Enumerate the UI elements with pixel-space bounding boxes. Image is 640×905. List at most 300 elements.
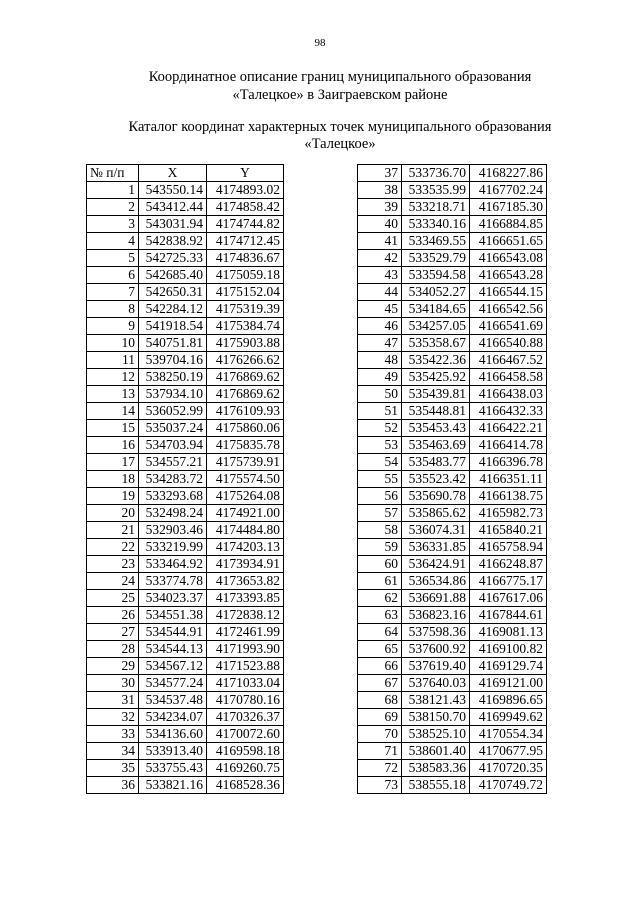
table-row (87, 199, 284, 216)
table-row (358, 471, 547, 488)
point-number: 52 (358, 420, 402, 437)
table-row (358, 233, 547, 250)
x-coordinate: 536424.91 (402, 556, 470, 573)
x-coordinate: 534544.91 (139, 624, 207, 641)
point-number: 31 (87, 692, 139, 709)
point-number: 39 (358, 199, 402, 216)
x-coordinate: 535448.81 (402, 403, 470, 420)
point-number: 37 (358, 165, 402, 182)
table-row (358, 182, 547, 199)
point-number: 35 (87, 760, 139, 777)
table-row (358, 743, 547, 760)
table-header-row (87, 165, 284, 182)
table-row (358, 777, 547, 794)
x-coordinate: 536052.99 (139, 403, 207, 420)
page-number: 98 (314, 37, 326, 49)
y-coordinate: 4175059.18 (207, 267, 284, 284)
x-coordinate: 535453.43 (402, 420, 470, 437)
table-row (87, 471, 284, 488)
y-coordinate: 4165840.21 (470, 522, 547, 539)
table-row (358, 369, 547, 386)
x-coordinate: 533774.78 (139, 573, 207, 590)
x-coordinate: 538250.19 (139, 369, 207, 386)
y-coordinate: 4168528.36 (207, 777, 284, 794)
x-coordinate: 538150.70 (402, 709, 470, 726)
table-row (87, 369, 284, 386)
x-coordinate: 542685.40 (139, 267, 207, 284)
point-number: 29 (87, 658, 139, 675)
point-number: 59 (358, 539, 402, 556)
y-coordinate: 4173653.82 (207, 573, 284, 590)
y-coordinate: 4166438.03 (470, 386, 547, 403)
x-coordinate: 534577.24 (139, 675, 207, 692)
table-row (87, 709, 284, 726)
x-coordinate: 533821.16 (139, 777, 207, 794)
table-row (358, 658, 547, 675)
table-row (87, 335, 284, 352)
x-coordinate: 536331.85 (402, 539, 470, 556)
point-number: 62 (358, 590, 402, 607)
y-coordinate: 4174744.82 (207, 216, 284, 233)
table-row (87, 641, 284, 658)
table-row (87, 454, 284, 471)
table-row (87, 420, 284, 437)
x-coordinate: 534234.07 (139, 709, 207, 726)
point-number: 11 (87, 352, 139, 369)
point-number: 45 (358, 301, 402, 318)
x-coordinate: 539704.16 (139, 352, 207, 369)
x-coordinate: 536823.16 (402, 607, 470, 624)
table-row (358, 335, 547, 352)
table-row (358, 267, 547, 284)
table-row (87, 624, 284, 641)
y-coordinate: 4166541.69 (470, 318, 547, 335)
y-coordinate: 4171993.90 (207, 641, 284, 658)
y-coordinate: 4173393.85 (207, 590, 284, 607)
table-row (358, 437, 547, 454)
table-row (87, 284, 284, 301)
y-coordinate: 4176109.93 (207, 403, 284, 420)
x-coordinate: 534544.13 (139, 641, 207, 658)
y-coordinate: 4170780.16 (207, 692, 284, 709)
point-number: 30 (87, 675, 139, 692)
point-number: 40 (358, 216, 402, 233)
point-number: 20 (87, 505, 139, 522)
table-row (358, 250, 547, 267)
table-row (87, 556, 284, 573)
x-coordinate: 533755.43 (139, 760, 207, 777)
y-coordinate: 4175835.78 (207, 437, 284, 454)
y-coordinate: 4166467.52 (470, 352, 547, 369)
y-coordinate: 4175574.50 (207, 471, 284, 488)
point-number: 15 (87, 420, 139, 437)
table-row (358, 386, 547, 403)
y-coordinate: 4171523.88 (207, 658, 284, 675)
y-coordinate: 4174893.02 (207, 182, 284, 199)
point-number: 25 (87, 590, 139, 607)
x-coordinate: 535483.77 (402, 454, 470, 471)
point-number: 66 (358, 658, 402, 675)
x-coordinate: 534567.12 (139, 658, 207, 675)
table-row (87, 301, 284, 318)
x-coordinate: 535865.62 (402, 505, 470, 522)
table-row (358, 573, 547, 590)
y-coordinate: 4169100.82 (470, 641, 547, 658)
table-row (87, 658, 284, 675)
y-coordinate: 4166138.75 (470, 488, 547, 505)
y-coordinate: 4167702.24 (470, 182, 547, 199)
y-coordinate: 4166775.17 (470, 573, 547, 590)
table-row (358, 709, 547, 726)
table-row (87, 488, 284, 505)
point-number: 5 (87, 250, 139, 267)
table-row (87, 692, 284, 709)
table-row (358, 318, 547, 335)
table-row (87, 403, 284, 420)
table-row (87, 522, 284, 539)
point-number: 71 (358, 743, 402, 760)
y-coordinate: 4165758.94 (470, 539, 547, 556)
point-number: 42 (358, 250, 402, 267)
table-row (358, 216, 547, 233)
table-row (358, 760, 547, 777)
x-coordinate: 534052.27 (402, 284, 470, 301)
column-header-x: X (139, 165, 207, 182)
x-coordinate: 541918.54 (139, 318, 207, 335)
x-coordinate: 537934.10 (139, 386, 207, 403)
y-coordinate: 4175152.04 (207, 284, 284, 301)
table-row (358, 199, 547, 216)
table-row (87, 216, 284, 233)
y-coordinate: 4172461.99 (207, 624, 284, 641)
point-number: 16 (87, 437, 139, 454)
y-coordinate: 4166432.33 (470, 403, 547, 420)
document-title (0, 68, 640, 104)
point-number: 48 (358, 352, 402, 369)
y-coordinate: 4176869.62 (207, 386, 284, 403)
y-coordinate: 4176869.62 (207, 369, 284, 386)
y-coordinate: 4166543.08 (470, 250, 547, 267)
x-coordinate: 540751.81 (139, 335, 207, 352)
point-number: 38 (358, 182, 402, 199)
x-coordinate: 533469.55 (402, 233, 470, 250)
point-number: 61 (358, 573, 402, 590)
x-coordinate: 535425.92 (402, 369, 470, 386)
point-number: 60 (358, 556, 402, 573)
x-coordinate: 533293.68 (139, 488, 207, 505)
point-number: 9 (87, 318, 139, 335)
y-coordinate: 4169129.74 (470, 658, 547, 675)
point-number: 63 (358, 607, 402, 624)
x-coordinate: 536534.86 (402, 573, 470, 590)
table-row (87, 352, 284, 369)
x-coordinate: 536074.31 (402, 522, 470, 539)
table-row (358, 488, 547, 505)
table-row (87, 437, 284, 454)
table-row (87, 539, 284, 556)
x-coordinate: 536691.88 (402, 590, 470, 607)
table-row (87, 590, 284, 607)
point-number: 3 (87, 216, 139, 233)
table-row (358, 352, 547, 369)
y-coordinate: 4166543.28 (470, 267, 547, 284)
y-coordinate: 4174921.00 (207, 505, 284, 522)
point-number: 27 (87, 624, 139, 641)
point-number: 68 (358, 692, 402, 709)
x-coordinate: 538525.10 (402, 726, 470, 743)
x-coordinate: 534283.72 (139, 471, 207, 488)
x-coordinate: 543550.14 (139, 182, 207, 199)
point-number: 2 (87, 199, 139, 216)
point-number: 43 (358, 267, 402, 284)
y-coordinate: 4168227.86 (470, 165, 547, 182)
y-coordinate: 4175384.74 (207, 318, 284, 335)
title-line-1: Координатное описание границ муниципального образования (148, 69, 532, 85)
point-number: 64 (358, 624, 402, 641)
x-coordinate: 534136.60 (139, 726, 207, 743)
y-coordinate: 4169081.13 (470, 624, 547, 641)
point-number: 34 (87, 743, 139, 760)
x-coordinate: 543031.94 (139, 216, 207, 233)
point-number: 33 (87, 726, 139, 743)
x-coordinate: 543412.44 (139, 199, 207, 216)
y-coordinate: 4172838.12 (207, 607, 284, 624)
point-number: 21 (87, 522, 139, 539)
x-coordinate: 542284.12 (139, 301, 207, 318)
document-subtitle (0, 119, 640, 153)
x-coordinate: 533219.99 (139, 539, 207, 556)
table-row (87, 182, 284, 199)
table-row (358, 624, 547, 641)
point-number: 36 (87, 777, 139, 794)
y-coordinate: 4170749.72 (470, 777, 547, 794)
y-coordinate: 4166351.11 (470, 471, 547, 488)
point-number: 28 (87, 641, 139, 658)
x-coordinate: 533535.99 (402, 182, 470, 199)
y-coordinate: 4170720.35 (470, 760, 547, 777)
table-row (87, 386, 284, 403)
x-coordinate: 537640.03 (402, 675, 470, 692)
x-coordinate: 538555.18 (402, 777, 470, 794)
table-row (358, 590, 547, 607)
x-coordinate: 538583.36 (402, 760, 470, 777)
y-coordinate: 4166540.88 (470, 335, 547, 352)
point-number: 7 (87, 284, 139, 301)
point-number: 47 (358, 335, 402, 352)
table-row (358, 539, 547, 556)
coordinates-table-left (86, 164, 284, 794)
y-coordinate: 4171033.04 (207, 675, 284, 692)
x-coordinate: 537619.40 (402, 658, 470, 675)
y-coordinate: 4169896.65 (470, 692, 547, 709)
x-coordinate: 533529.79 (402, 250, 470, 267)
point-number: 12 (87, 369, 139, 386)
y-coordinate: 4175264.08 (207, 488, 284, 505)
x-coordinate: 533594.58 (402, 267, 470, 284)
x-coordinate: 542838.92 (139, 233, 207, 250)
y-coordinate: 4176266.62 (207, 352, 284, 369)
x-coordinate: 538601.40 (402, 743, 470, 760)
x-coordinate: 535523.42 (402, 471, 470, 488)
table-row (358, 165, 547, 182)
table-row (358, 420, 547, 437)
y-coordinate: 4166248.87 (470, 556, 547, 573)
point-number: 53 (358, 437, 402, 454)
y-coordinate: 4166542.56 (470, 301, 547, 318)
x-coordinate: 534557.21 (139, 454, 207, 471)
y-coordinate: 4174712.45 (207, 233, 284, 250)
y-coordinate: 4166544.15 (470, 284, 547, 301)
table-row (87, 267, 284, 284)
table-row (358, 641, 547, 658)
point-number: 10 (87, 335, 139, 352)
table-row (358, 454, 547, 471)
title-line-2: «Талецкое» в Заиграевском районе (232, 87, 448, 103)
y-coordinate: 4175319.39 (207, 301, 284, 318)
y-coordinate: 4166651.65 (470, 233, 547, 250)
point-number: 6 (87, 267, 139, 284)
point-number: 44 (358, 284, 402, 301)
x-coordinate: 533464.92 (139, 556, 207, 573)
point-number: 58 (358, 522, 402, 539)
table-row (87, 505, 284, 522)
point-number: 46 (358, 318, 402, 335)
point-number: 51 (358, 403, 402, 420)
x-coordinate: 542725.33 (139, 250, 207, 267)
y-coordinate: 4167844.61 (470, 607, 547, 624)
y-coordinate: 4175860.06 (207, 420, 284, 437)
y-coordinate: 4169260.75 (207, 760, 284, 777)
y-coordinate: 4167185.30 (470, 199, 547, 216)
table-row (87, 250, 284, 267)
point-number: 32 (87, 709, 139, 726)
table-row (87, 675, 284, 692)
y-coordinate: 4169121.00 (470, 675, 547, 692)
x-coordinate: 534537.48 (139, 692, 207, 709)
y-coordinate: 4165982.73 (470, 505, 547, 522)
y-coordinate: 4170326.37 (207, 709, 284, 726)
point-number: 19 (87, 488, 139, 505)
y-coordinate: 4166884.85 (470, 216, 547, 233)
table-row (358, 675, 547, 692)
x-coordinate: 534257.05 (402, 318, 470, 335)
y-coordinate: 4169949.62 (470, 709, 547, 726)
point-number: 8 (87, 301, 139, 318)
point-number: 24 (87, 573, 139, 590)
x-coordinate: 534703.94 (139, 437, 207, 454)
table-row (358, 284, 547, 301)
y-coordinate: 4167617.06 (470, 590, 547, 607)
table-row (87, 318, 284, 335)
column-header-number: № п/п (87, 165, 139, 182)
x-coordinate: 533736.70 (402, 165, 470, 182)
table-row (87, 607, 284, 624)
y-coordinate: 4169598.18 (207, 743, 284, 760)
point-number: 54 (358, 454, 402, 471)
y-coordinate: 4170677.95 (470, 743, 547, 760)
x-coordinate: 532498.24 (139, 505, 207, 522)
subtitle-line-2: «Талецкое» (304, 136, 376, 152)
point-number: 50 (358, 386, 402, 403)
y-coordinate: 4166414.78 (470, 437, 547, 454)
point-number: 14 (87, 403, 139, 420)
table-row (358, 301, 547, 318)
coordinates-table-left-body (87, 182, 284, 794)
point-number: 4 (87, 233, 139, 250)
point-number: 13 (87, 386, 139, 403)
point-number: 49 (358, 369, 402, 386)
table-row (358, 607, 547, 624)
point-number: 65 (358, 641, 402, 658)
y-coordinate: 4175739.91 (207, 454, 284, 471)
x-coordinate: 533218.71 (402, 199, 470, 216)
x-coordinate: 535037.24 (139, 420, 207, 437)
point-number: 17 (87, 454, 139, 471)
point-number: 72 (358, 760, 402, 777)
column-header-y: Y (207, 165, 284, 182)
point-number: 41 (358, 233, 402, 250)
table-row (87, 760, 284, 777)
subtitle-line-1: Каталог координат характерных точек муниципального образования (128, 119, 552, 135)
x-coordinate: 538121.43 (402, 692, 470, 709)
x-coordinate: 533913.40 (139, 743, 207, 760)
y-coordinate: 4170072.60 (207, 726, 284, 743)
point-number: 70 (358, 726, 402, 743)
point-number: 67 (358, 675, 402, 692)
x-coordinate: 534184.65 (402, 301, 470, 318)
y-coordinate: 4174858.42 (207, 199, 284, 216)
table-row (358, 505, 547, 522)
y-coordinate: 4174484.80 (207, 522, 284, 539)
y-coordinate: 4166422.21 (470, 420, 547, 437)
x-coordinate: 535463.69 (402, 437, 470, 454)
x-coordinate: 537600.92 (402, 641, 470, 658)
x-coordinate: 535439.81 (402, 386, 470, 403)
coordinates-table-right-body (358, 165, 547, 794)
coordinates-table-right (357, 164, 547, 794)
table-row (87, 726, 284, 743)
table-row (358, 726, 547, 743)
x-coordinate: 534551.38 (139, 607, 207, 624)
x-coordinate: 534023.37 (139, 590, 207, 607)
point-number: 26 (87, 607, 139, 624)
x-coordinate: 533340.16 (402, 216, 470, 233)
table-row (358, 403, 547, 420)
table-row (358, 522, 547, 539)
x-coordinate: 532903.46 (139, 522, 207, 539)
x-coordinate: 535422.36 (402, 352, 470, 369)
table-row (358, 692, 547, 709)
x-coordinate: 542650.31 (139, 284, 207, 301)
y-coordinate: 4174836.67 (207, 250, 284, 267)
table-row (87, 573, 284, 590)
point-number: 55 (358, 471, 402, 488)
point-number: 56 (358, 488, 402, 505)
x-coordinate: 535690.78 (402, 488, 470, 505)
point-number: 69 (358, 709, 402, 726)
point-number: 1 (87, 182, 139, 199)
point-number: 57 (358, 505, 402, 522)
table-row (87, 777, 284, 794)
x-coordinate: 537598.36 (402, 624, 470, 641)
point-number: 73 (358, 777, 402, 794)
y-coordinate: 4175903.88 (207, 335, 284, 352)
x-coordinate: 535358.67 (402, 335, 470, 352)
y-coordinate: 4173934.91 (207, 556, 284, 573)
y-coordinate: 4170554.34 (470, 726, 547, 743)
table-row (87, 743, 284, 760)
y-coordinate: 4166458.58 (470, 369, 547, 386)
